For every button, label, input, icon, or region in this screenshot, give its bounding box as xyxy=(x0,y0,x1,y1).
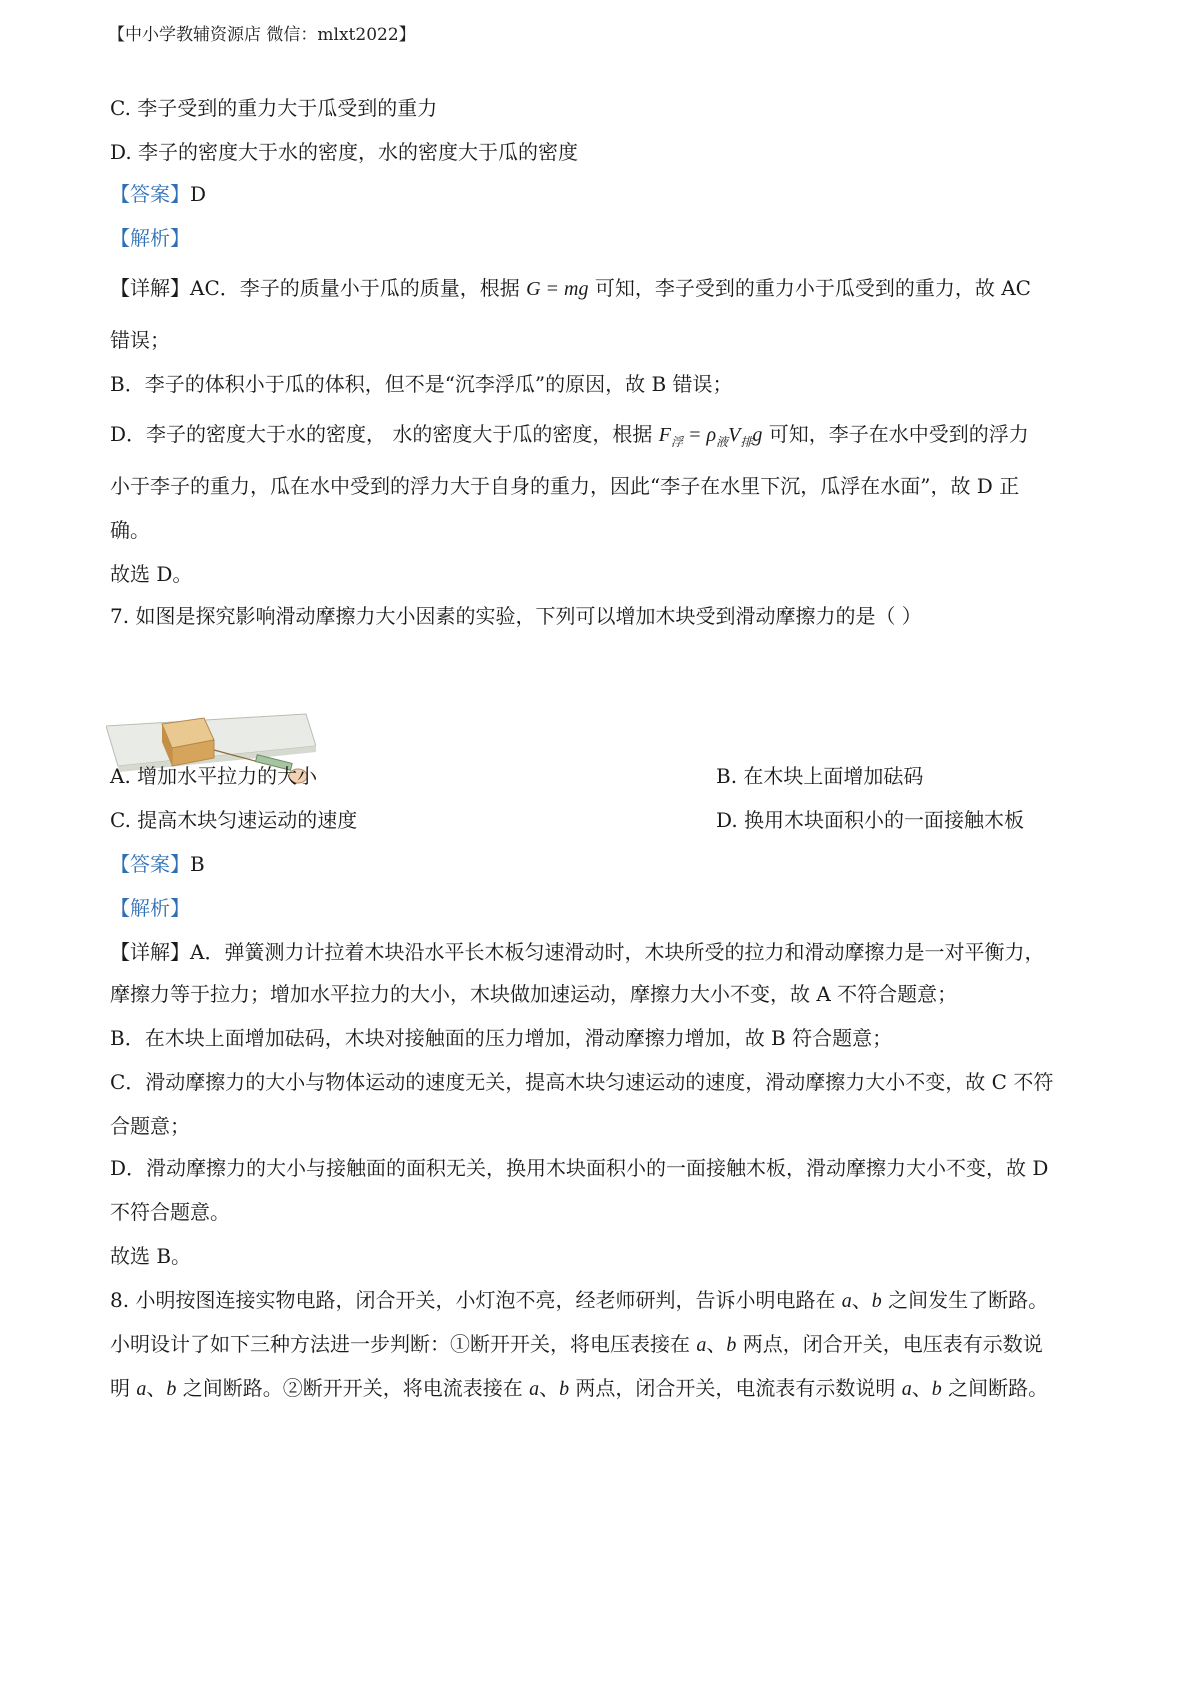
q7-option-d: D. 换用木块面积小的一面接触木板 xyxy=(716,808,1025,832)
q6-option-c: C. 李子受到的重力大于瓜受到的重力 xyxy=(110,96,438,120)
q7-detail-3: B．在木块上面增加砝码，木块对接触面的压力增加，滑动摩擦力增加，故 B 符合题意； xyxy=(110,1026,893,1050)
q7-detail-6: D．滑动摩擦力的大小与接触面的面积无关，换用木块面积小的一面接触木板，滑动摩擦力大小不变，故 D xyxy=(110,1156,1049,1180)
q7-answer xyxy=(110,850,1100,878)
q6-detail-3 xyxy=(110,420,1100,456)
q8-text: 8. 小明按图连接实物电路，闭合开关，小灯泡不亮，经老师研判，告诉小明电路在 xyxy=(110,1288,842,1312)
q7-stem: 7. 如图是探究影响滑动摩擦力大小因素的实验，下列可以增加木块受到滑动摩擦力的是（ ） xyxy=(110,604,922,628)
detail-text: 可知，李子受到的重力小于瓜受到的重力，故 AC xyxy=(594,276,1031,300)
formula-equals: = xyxy=(683,424,707,446)
point-a: a xyxy=(696,1334,707,1356)
q8-text: 之间断路。 xyxy=(941,1376,1049,1400)
formula-symbol: F xyxy=(658,424,671,446)
q6-detail-1 xyxy=(110,274,1100,303)
q7-options-row-2 xyxy=(110,806,1100,834)
answer-tag: 【答案】 xyxy=(110,182,190,206)
separator: 、 xyxy=(539,1376,560,1400)
q7-conclusion: 故选 B。 xyxy=(110,1244,192,1268)
point-b: b xyxy=(931,1378,942,1400)
q8-text: 小明设计了如下三种方法进一步判断：①断开开关，将电压表接在 xyxy=(110,1332,697,1356)
q8-text: 明 xyxy=(110,1376,137,1400)
q8-text: 两点，闭合开关，电流表有示数说明 xyxy=(569,1376,902,1400)
detail-text: 可知，李子在水中受到的浮力 xyxy=(768,422,1029,446)
q8-text: 之间发生了断路。 xyxy=(881,1288,1049,1312)
q7-detail-2: 摩擦力等于拉力；增加水平拉力的大小，木块做加速运动，摩擦力大小不变，故 A 不符合题意； xyxy=(110,982,958,1006)
q6-detail-3d: 确。 xyxy=(110,518,150,542)
formula-f xyxy=(658,424,763,449)
q8-line-3 xyxy=(110,1374,1100,1403)
q6-detail-1c: 错误； xyxy=(110,328,170,352)
q8-line-2 xyxy=(110,1330,1100,1359)
separator: 、 xyxy=(706,1332,727,1356)
formula-g: G = mg xyxy=(526,278,589,300)
point-a: a xyxy=(136,1378,147,1400)
answer-value: D xyxy=(190,182,207,206)
formula-subscript: 浮 xyxy=(670,435,683,449)
q7-detail-1: 【详解】A．弹簧测力计拉着木块沿水平长木板匀速滑动时，木块所受的拉力和滑动摩擦力是一对平衡力， xyxy=(110,940,1045,964)
point-a: a xyxy=(901,1378,912,1400)
q8-text: 之间断路。②断开开关，将电流表接在 xyxy=(176,1376,530,1400)
q6-analysis-tag: 【解析】 xyxy=(110,226,190,250)
q7-analysis-tag: 【解析】 xyxy=(110,896,190,920)
q6-detail-3c: 小于李子的重力，瓜在水中受到的浮力大于自身的重力，因此“李子在水里下沉，瓜浮在水面”，故 D 正 xyxy=(110,474,1020,498)
q6-detail-2: B．李子的体积小于瓜的体积，但不是“沉李浮瓜”的原因，故 B 错误； xyxy=(110,372,733,396)
point-b: b xyxy=(726,1334,737,1356)
q8-text: 两点，闭合开关，电压表有示数说 xyxy=(736,1332,1043,1356)
formula-subscript: 液 xyxy=(716,435,729,449)
point-a: a xyxy=(841,1290,852,1312)
point-b: b xyxy=(559,1378,570,1400)
point-a: a xyxy=(529,1378,540,1400)
formula-symbol: g xyxy=(752,424,763,446)
detail-text: D．李子的密度大于水的密度， 水的密度大于瓜的密度，根据 xyxy=(110,422,653,446)
point-b: b xyxy=(871,1290,882,1312)
q6-conclusion: 故选 D。 xyxy=(110,562,193,586)
formula-subscript: 排 xyxy=(740,435,753,449)
q8-line-1 xyxy=(110,1286,1100,1315)
friction-experiment-figure xyxy=(106,706,316,806)
detail-text: 【详解】AC．李子的质量小于瓜的质量，根据 xyxy=(110,276,520,300)
formula-symbol: ρ xyxy=(706,424,717,446)
q7-option-a: A. 增加水平拉力的大小 xyxy=(110,764,318,788)
answer-value: B xyxy=(190,852,205,876)
q7-detail-7: 不符合题意。 xyxy=(110,1200,230,1224)
q6-option-d: D. 李子的密度大于水的密度，水的密度大于瓜的密度 xyxy=(110,140,579,164)
point-b: b xyxy=(166,1378,177,1400)
separator: 、 xyxy=(146,1376,167,1400)
answer-tag: 【答案】 xyxy=(110,852,190,876)
separator: 、 xyxy=(851,1288,872,1312)
q7-option-b: B. 在木块上面增加砝码 xyxy=(716,764,924,788)
q7-detail-4: C．滑动摩擦力的大小与物体运动的速度无关，提高木块匀速运动的速度，滑动摩擦力大小不变，故 C 不符 xyxy=(110,1070,1054,1094)
q7-detail-5: 合题意； xyxy=(110,1114,190,1138)
separator: 、 xyxy=(911,1376,932,1400)
watermark-header: 【中小学教辅资源店 微信：mlxt2022】 xyxy=(108,25,416,45)
formula-symbol: V xyxy=(728,424,741,446)
q7-option-c: C. 提高木块匀速运动的速度 xyxy=(110,808,358,832)
q6-answer xyxy=(110,180,1100,208)
q7-options-row-1 xyxy=(110,762,1100,790)
